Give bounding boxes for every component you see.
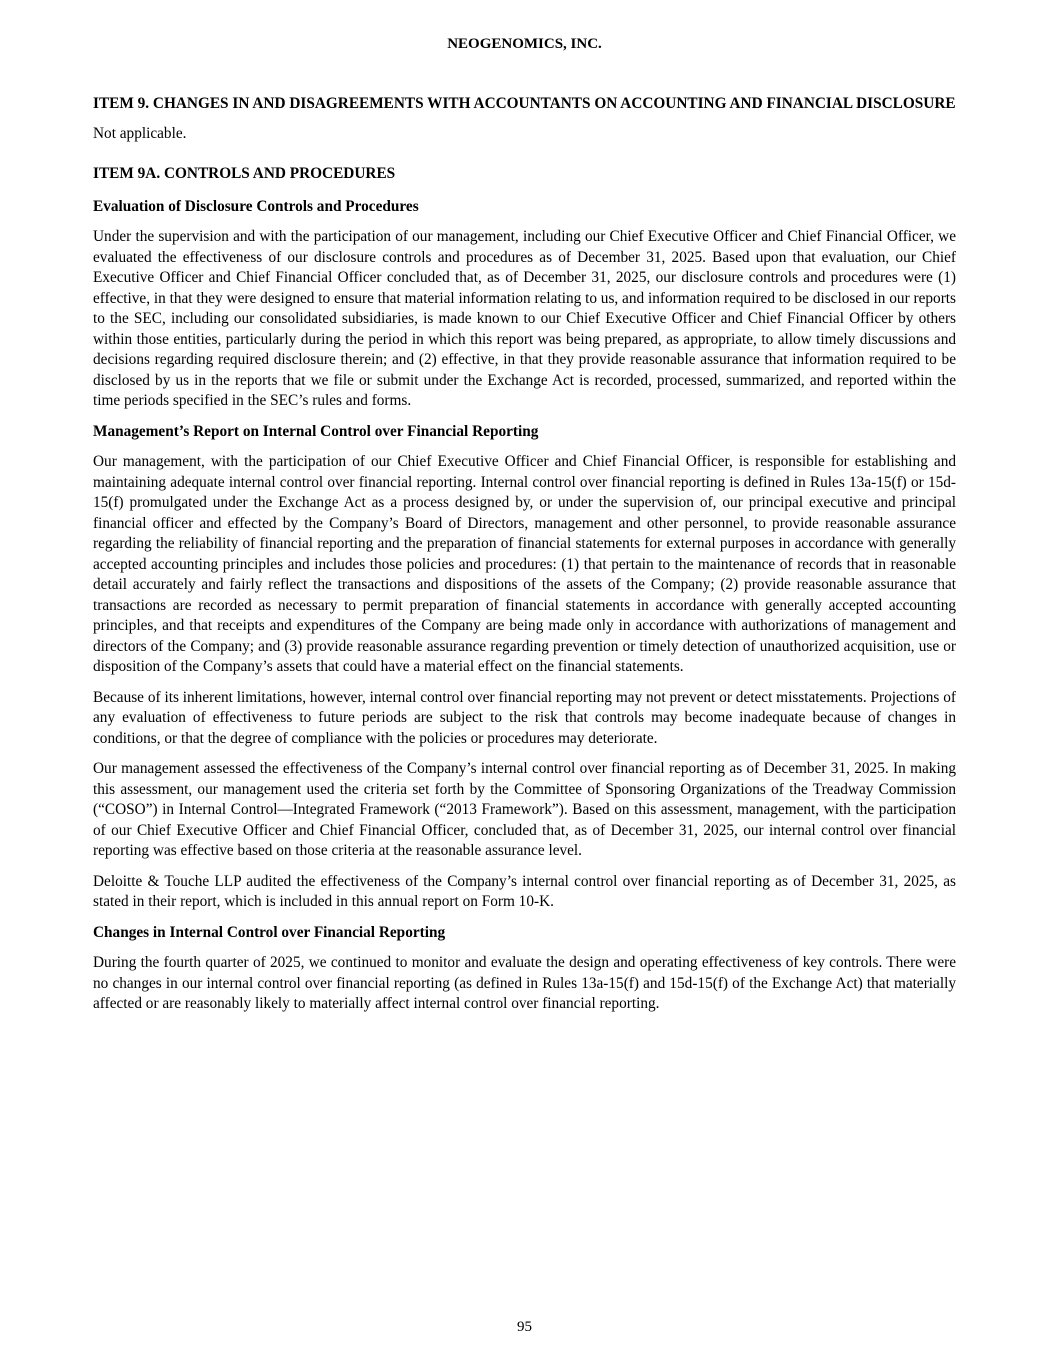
changes-heading: Changes in Internal Control over Financial Reporting bbox=[93, 923, 446, 941]
evaluation-heading: Evaluation of Disclosure Controls and Procedures bbox=[93, 197, 419, 215]
item9-body: Not applicable. bbox=[93, 124, 187, 142]
management-report-paragraph-3: Our management assessed the effectiveness of the Company’s internal control over financial reporting as of December 31, 2025. In making this assessment, our management used the criteria set forth by the Committee of Sponsoring Organizations of the Treadway Commission (“COSO”) in Internal Control—Integrated Framework (“2013 Framework”). Based on this assessment, management, with the participation of our Chief Executive Officer and Chief Financial Officer, concluded that, as of December 31, 2025, our internal control over financial reporting was effective based on those criteria at the reasonable assurance level. bbox=[93, 760, 956, 859]
page-content bbox=[93, 94, 956, 1025]
management-report-paragraph-4: Deloitte & Touche LLP audited the effectiveness of the Company’s internal control over financial reporting as of December 31, 2025, as stated in their report, which is included in this annual report on Form 10-K. bbox=[93, 872, 956, 910]
item9a-heading: ITEM 9A. CONTROLS AND PROCEDURES bbox=[93, 165, 396, 182]
page-number: 95 bbox=[517, 1319, 532, 1335]
company-name-header: NEOGENOMICS, INC. bbox=[447, 36, 602, 52]
evaluation-paragraph: Under the supervision and with the participation of our management, including our Chief Executive Officer and Chief Financial Officer, we evaluated the effectiveness of our disclosure controls and procedures as of December 31, 2025. Based upon that evaluation, our Chief Executive Officer and Chief Financial Officer concluded that, as of December 31, 2025, our disclosure controls and procedures were (1) effective, in that they were designed to ensure that material information relating to us, and information required to be disclosed in our reports to the SEC, including our consolidated subsidiaries, is made known to our Chief Executive Officer and Chief Financial Officer by others within those entities, particularly during the period in which this report was being prepared, as appropriate, to allow timely discussions and decisions regarding required disclosure therein; and (2) effective, in that they provide reasonable assurance that information required to be disclosed by us in the reports that we file or submit under the Exchange Act is recorded, processed, summarized, and reported within the time periods specified in the SEC’s rules and forms. bbox=[93, 228, 956, 409]
item9-heading: ITEM 9. CHANGES IN AND DISAGREEMENTS WITH ACCOUNTANTS ON ACCOUNTING AND FINANCIAL DISCLOSURE bbox=[93, 95, 956, 112]
changes-paragraph: During the fourth quarter of 2025, we continued to monitor and evaluate the design and operating effectiveness of key controls. There were no changes in our internal control over financial reporting (as defined in Rules 13a-15(f) and 15d-15(f) of the Exchange Act) that materially affected or are reasonably likely to materially affect internal control over financial reporting. bbox=[93, 954, 956, 1012]
management-report-paragraph-1: Our management, with the participation of our Chief Executive Officer and Chief Financial Officer, is responsible for establishing and maintaining adequate internal control over financial reporting. Internal control over financial reporting is defined in Rules 13a-15(f) or 15d-15(f) promulgated under the Exchange Act as a process designed by, or under the supervision of, our principal executive and principal financial officer and effected by the Company’s Board of Directors, management and other personnel, to provide reasonable assurance regarding the reliability of financial reporting and the preparation of financial statements for external purposes in accordance with generally accepted accounting principles and includes those policies and procedures: (1) that pertain to the maintenance of records that in reasonable detail accurately and fairly reflect the transactions and dispositions of the assets of the Company; (2) provide reasonable assurance that transactions are recorded as necessary to permit preparation of financial statements in accordance with generally accepted accounting principles, and that receipts and expenditures of the Company are being made only in accordance with authorizations of management and directors of the Company; and (3) provide reasonable assurance regarding prevention or timely detection of unauthorized acquisition, use or disposition of the Company’s assets that could have a material effect on the financial statements. bbox=[93, 453, 956, 675]
management-report-paragraph-2: Because of its inherent limitations, however, internal control over financial reporting may not prevent or detect misstatements. Projections of any evaluation of effectiveness to future periods are subject to the risk that controls may become inadequate because of changes in conditions, or that the degree of compliance with the policies or procedures may deteriorate. bbox=[93, 688, 956, 747]
management-report-heading: Management’s Report on Internal Control over Financial Reporting bbox=[93, 422, 539, 440]
